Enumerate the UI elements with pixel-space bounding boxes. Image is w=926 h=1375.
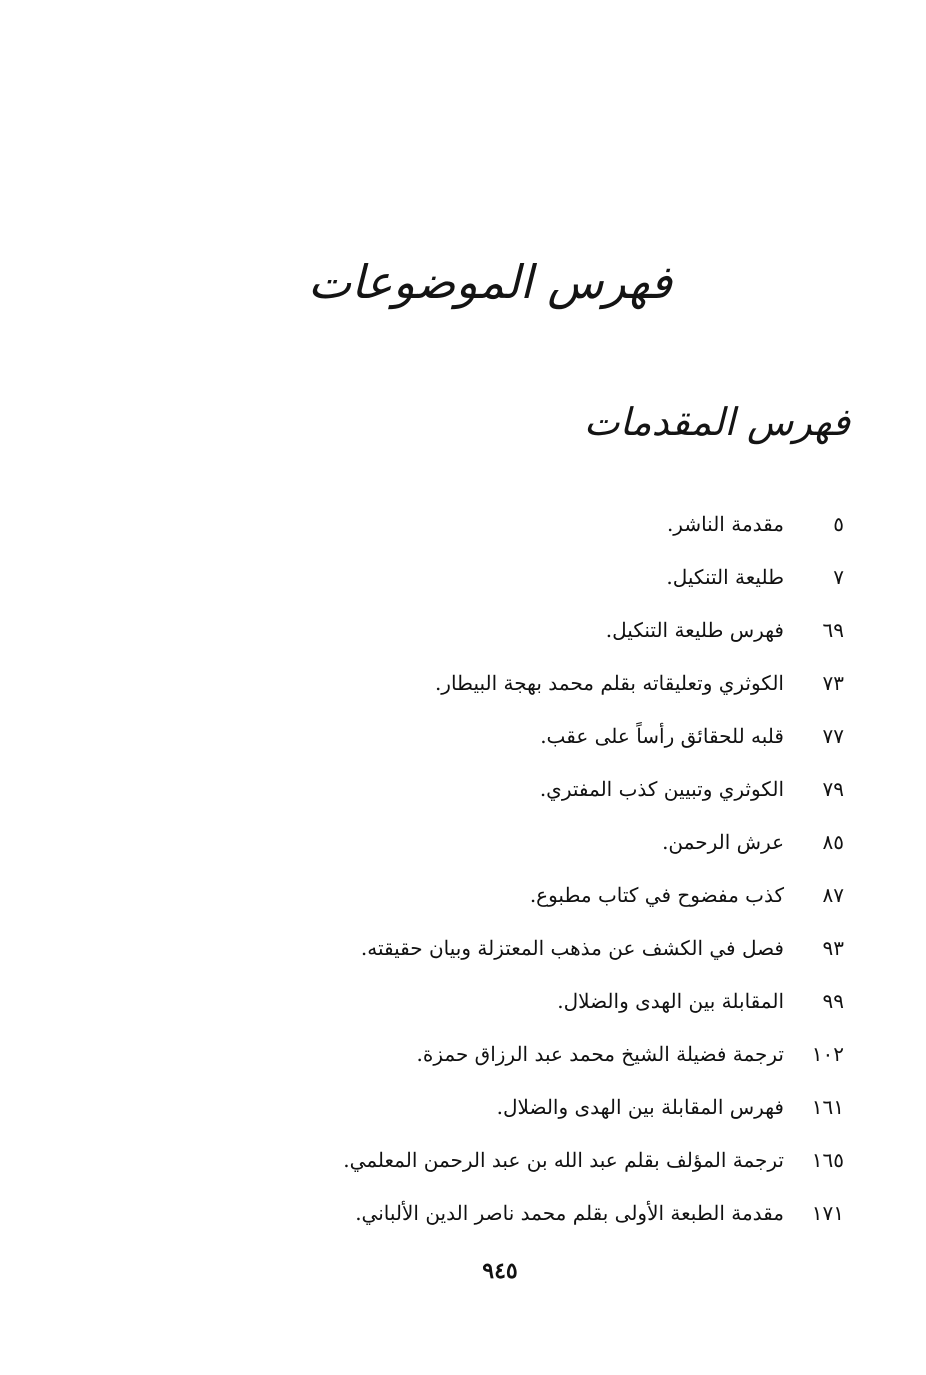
toc-entry: [364, 618, 844, 671]
toc-entry: [364, 565, 844, 618]
toc-entry: [364, 1042, 844, 1095]
toc-entry-title: عرش الرحمن.: [662, 830, 784, 854]
toc-entry-title: فهرس المقابلة بين الهدى والضلال.: [496, 1095, 784, 1119]
toc-entry: [364, 724, 844, 777]
toc-page-number: ١٠٢: [811, 1042, 844, 1066]
toc-page-number: ٩٣: [822, 936, 844, 960]
toc-page-number: ٧٧: [822, 724, 844, 748]
toc-page-number: ١٧١: [811, 1201, 844, 1225]
page-title: فهرس الموضوعات: [307, 255, 673, 309]
toc-entry-title: مقدمة الناشر.: [666, 512, 784, 536]
page-number: ٩٤٥: [482, 1258, 518, 1284]
toc-entry-title: مقدمة الطبعة الأولى بقلم محمد ناصر الدين الألباني.: [355, 1201, 784, 1225]
toc-entry: [364, 512, 844, 565]
toc-entry-title: فصل في الكشف عن مذهب المعتزلة وبيان حقيقته.: [360, 936, 784, 960]
toc-entry-title: الكوثري وتعليقاته بقلم محمد بهجة البيطار.: [434, 671, 784, 695]
toc-entry: [343, 1148, 844, 1201]
toc-entry: [364, 671, 844, 724]
toc-entry: [364, 777, 844, 830]
toc-page-number: ١٦١: [811, 1095, 844, 1119]
toc-entry-title: الكوثري وتبيين كذب المفتري.: [539, 777, 784, 801]
toc-entry: [364, 1095, 844, 1148]
toc-entry-title: طليعة التنكيل.: [666, 565, 784, 589]
toc-page-number: ٩٩: [822, 989, 844, 1013]
toc-page-number: ٦٩: [822, 618, 844, 642]
toc-page-number: ٨٧: [822, 883, 844, 907]
toc-entry: [355, 1201, 844, 1254]
toc-entry-title: قلبه للحقائق رأساً على عقب.: [540, 724, 784, 748]
toc-entry: [360, 936, 844, 989]
toc-page-number: ١٦٥: [811, 1148, 844, 1172]
toc-entry: [364, 989, 844, 1042]
toc-page-number: ٧٩: [822, 777, 844, 801]
toc-entry: [364, 830, 844, 883]
toc-page-number: ٨٥: [822, 830, 844, 854]
toc-entry: [364, 883, 844, 936]
toc-entry-title: كذب مفضوح في كتاب مطبوع.: [529, 883, 784, 907]
table-of-contents: [343, 512, 844, 1254]
toc-entry-title: ترجمة المؤلف بقلم عبد الله بن عبد الرحمن المعلمي.: [343, 1148, 784, 1172]
toc-page-number: ٥: [833, 512, 844, 536]
toc-page-number: ٧: [833, 565, 844, 589]
toc-page-number: ٧٣: [822, 671, 844, 695]
section-title: فهرس المقدمات: [583, 400, 850, 444]
toc-entry-title: ترجمة فضيلة الشيخ محمد عبد الرزاق حمزة.: [416, 1042, 784, 1066]
toc-entry-title: المقابلة بين الهدى والضلال.: [557, 989, 784, 1013]
toc-entry-title: فهرس طليعة التنكيل.: [605, 618, 784, 642]
